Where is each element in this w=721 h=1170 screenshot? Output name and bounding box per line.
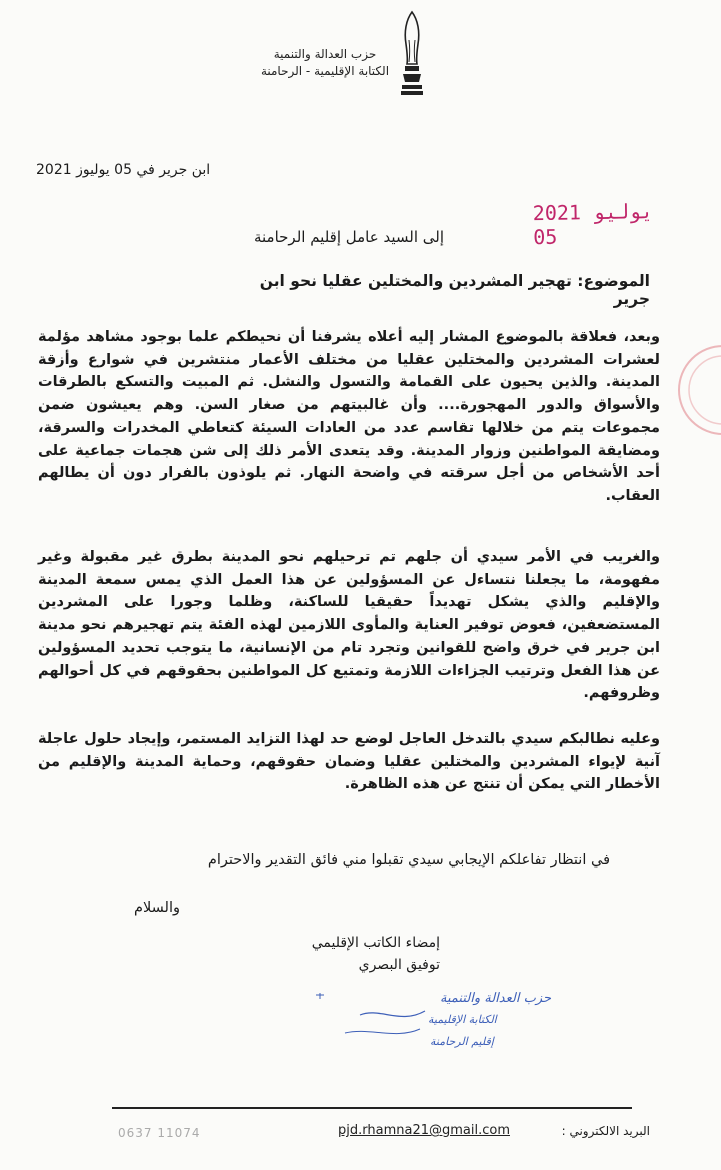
office-name: الكتابة الإقليمية - الرحامنة (260, 64, 390, 78)
stamp-line-2: الكتابة الإقليمية (428, 1013, 497, 1026)
footer-divider (112, 1107, 632, 1109)
seal-icon (668, 330, 721, 450)
date-line: ابن جرير في 05 يوليوز 2021 (36, 162, 211, 178)
signature-title: إمضاء الكاتب الإقليمي (311, 935, 440, 951)
stamp-line-3: إقليم الرحامنة (430, 1035, 494, 1048)
stamp-line-1: حزب العدالة والتنمية (440, 991, 552, 1006)
paragraph-1: وبعد، فعلاقة بالموضوع المشار إليه أعلاه يشرفنا أن نحيطكم علما بوجود مشاهد مؤلمة لعشرات المشردين والمختلين عقليا من مختلف الأعمار منتشرين في شوارع وأزقة المدينة. والذين يحيون على القمامة والتسول والنشل. ثم المبيت والتسكع بالطرقات والأسواق والدور المهجورة.... وأن غالبيتهم من صغار السن. وهم يعيشون ضمن مجموعات يتم من خلالها تقاسم عدد من العادات السيئة كتعاطي المخدرات والسرقة، ومضايقة المواطنين وزوار المدينة. وقد يتعدى الأمر ذلك إلى شن هجمات جماعية على أحد الأشخاص من أجل سرقته في واضحة النهار. ثم يلوذون بالفرار دون أن يطالهم العقاب. (38, 329, 660, 504)
party-name: حزب العدالة والتنمية (273, 47, 377, 61)
lamp-logo-icon (398, 10, 426, 100)
subject-line: الموضوع: تهجير المشردين والمختلين عقليا نحو ابن جرير (259, 272, 650, 308)
paragraph-3: وعليه نطالبكم سيدي بالتدخل العاجل لوضع حد لهذا التزايد المستمر، وإيجاد حلول عاجلة آنية لإيواء المشردين والمختلين عقليا وضمان حقوقهم، وحماية المدينة والإقليم من الأخطار التي يمكن أن تنتج عن هذه الظاهرة. (38, 731, 660, 793)
official-stamp-icon (300, 985, 552, 1050)
addressee: إلى السيد عامل إقليم الرحامنة (253, 228, 444, 246)
phone-number: 0637 11074 (118, 1126, 201, 1140)
email-link[interactable]: pjd.rhamna21@gmail.com (338, 1123, 510, 1138)
received-date-stamp: 2021 يوليو 05 (532, 199, 654, 250)
email-label: البريد الالكتروني : (561, 1124, 650, 1138)
letterhead (250, 46, 400, 80)
closing-line: في انتظار تفاعلكم الإيجابي سيدي تقبلوا مني فائق التقدير والاحترام (207, 852, 610, 868)
salutation: والسلام (133, 900, 180, 916)
signature-name: توفيق البصري (358, 957, 440, 973)
signature-block (290, 932, 440, 976)
paragraph-2: والغريب في الأمر سيدي أن جلهم تم ترحيلهم نحو المدينة بطرق غير مقبولة وغير مفهومة، ما يجعلنا نتساءل عن المسؤولين عن هذا العمل الذي يمس سمعة المدينة والإقليم والذي يشكل تهديداً حقيقيا للساكنة، وظلما وجورا على المشردين المستضعفين، فعوض توفير العناية والمأوى اللازمين لهذه الفئة يتم تهجيرهم نحو مدينة ابن جرير في خرق واضح للقوانين وتجرد تام من الإنسانية، ما يتوجب تحديد المسؤولين عن هذا الفعل وترتيب الجزاءات اللازمة وتمتيع كل المواطنين بحقوقهم في كل أحوالهم وظروفهم. (38, 549, 660, 702)
